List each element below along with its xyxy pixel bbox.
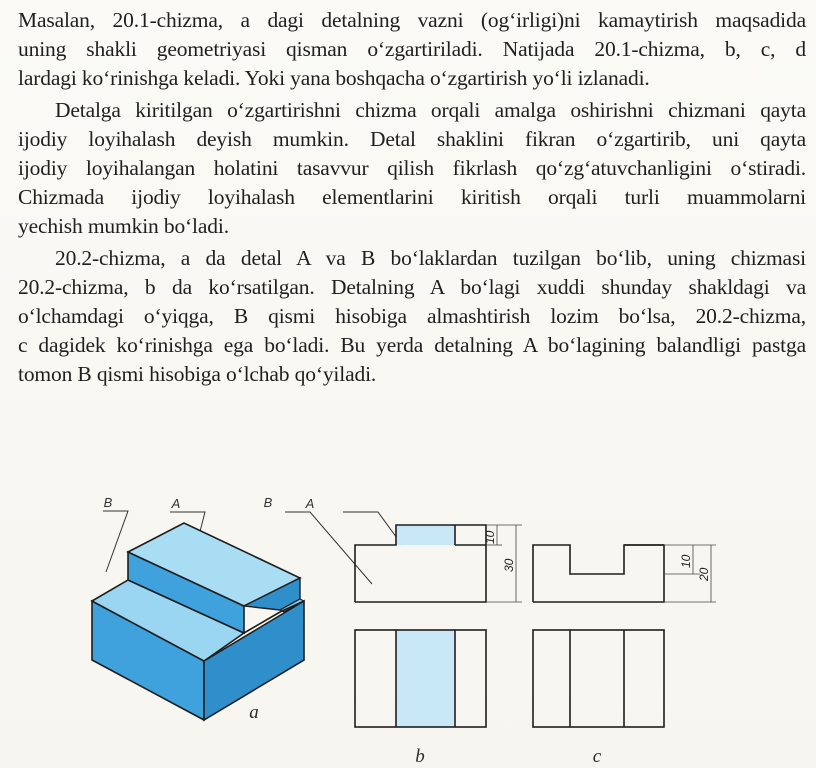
body-text [18,6,806,392]
figure-20-2 [0,488,816,768]
figure-label-b: b [415,746,425,767]
drawing-c [533,545,716,767]
text-line: lardagi ko‘rinishga keladi. Yoki yana boshqacha o‘zgartirish yo‘li izlanadi. [18,66,650,90]
text-line: Chizmada ijodiy loyihalash elementlarini kiritish orqali turli muammolarni [18,185,806,209]
paragraph-3 [18,244,806,389]
highlight-area [396,630,454,727]
paragraph-1 [18,6,806,93]
text-line: tomon B qismi hisobiga o‘lchab qo‘yiladi. [18,362,377,386]
front-view-outline [533,545,664,602]
leader-line-B [103,511,128,572]
text-line: 20.2-chizma, b da ko‘rsatilgan. Detalning A bo‘lagi xuddi shunday shakldagi va [18,275,806,299]
text-line: Masalan, 20.1-chizma, a dagi detalning vazni (og‘irligi)ni kamaytirish maqsadida [18,8,806,32]
dimension-label: 20 [697,567,711,581]
part-label-A: A [305,496,315,511]
figure-label-c: c [592,746,602,767]
part-label-B: B [263,495,273,510]
text-line: uning shakli geometriyasi qisman o‘zgartiriladi. Natijada 20.1-chizma, b, c, d [18,37,806,61]
figure-drawing [0,488,816,768]
part-label-B: B [103,495,113,510]
dimension-label: 10 [483,530,497,544]
text-line: yechish mumkin bo‘ladi. [18,214,229,238]
text-line: ijodiy loyihalash deyish mumkin. Detal shaklini fikran o‘zgartirib, uni qayta [18,127,806,151]
text-line: c dagidek ko‘rinishga ega bo‘ladi. Bu yerda detalning A bo‘lagining balandligi pastga [18,333,806,357]
text-line: Detalga kiritilgan o‘zgartirishni chizma orqali amalga oshirishni chizmani qayta [55,98,806,122]
figure-label-a: a [249,702,259,723]
text-line: 20.2-chizma, a da detal A va B bo‘laklardan tuzilgan bo‘lib, uning chizmasi [55,246,806,270]
dimension-label: 10 [679,554,693,568]
leader-line-B [285,512,372,584]
paragraph-2 [18,96,806,241]
leader-line-A [343,512,402,545]
part-label-A: A [171,496,181,511]
text-line: o‘lchamdagi o‘yiqga, B qismi hisobiga almashtirish lozim bo‘lsa, 20.2-chizma, [18,304,806,328]
top-view-outline [533,630,664,727]
highlight-area [396,525,454,545]
dimension-label: 30 [502,558,516,572]
text-line: ijodiy loyihalangan holatini tasavvur qilish fikrlash qo‘zg‘atuvchanligini o‘stiradi. [18,156,806,180]
isometric-view [92,495,304,723]
